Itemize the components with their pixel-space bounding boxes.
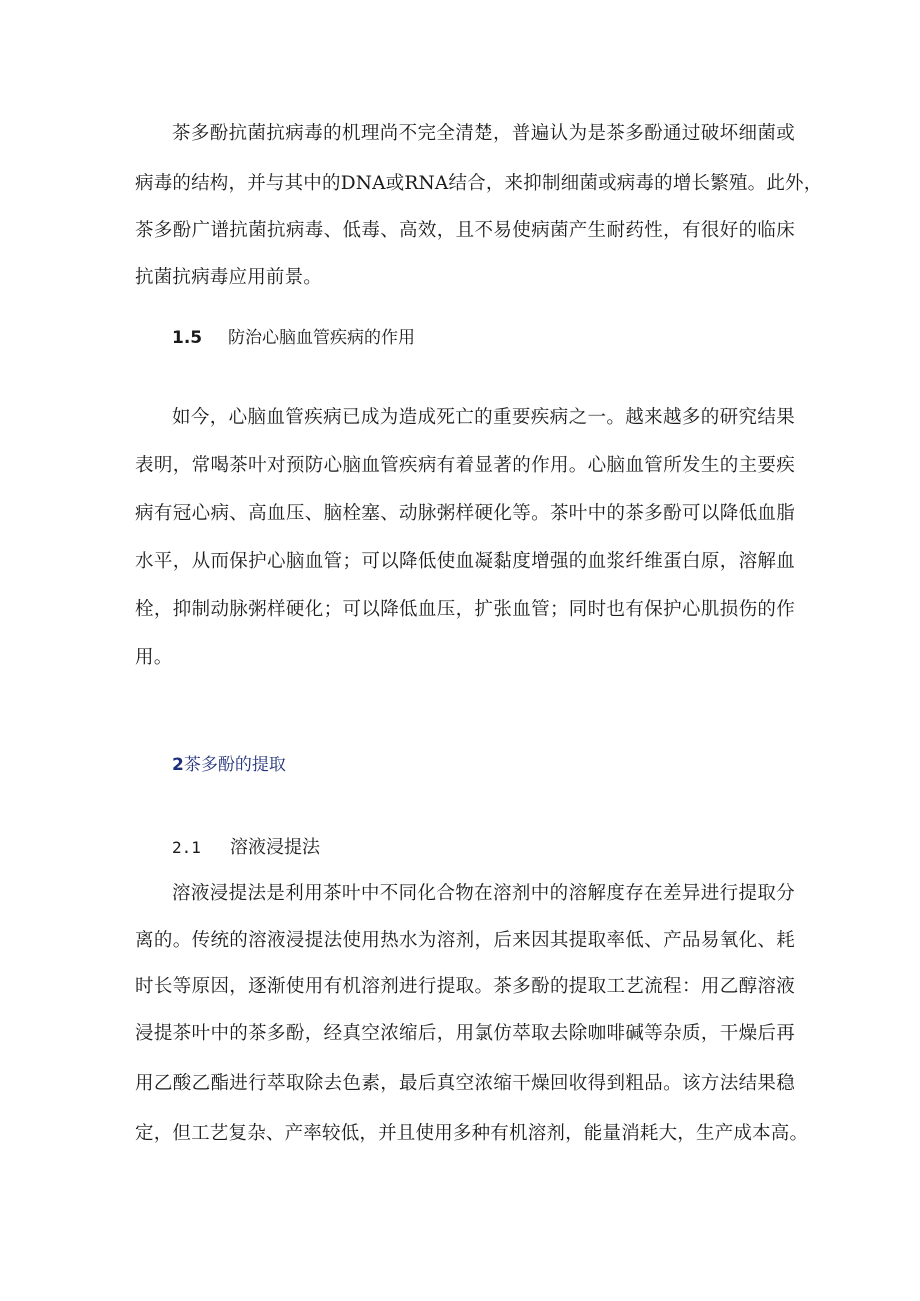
section-title: 溶液浸提法 [230, 837, 320, 858]
section-heading-1-5 [172, 327, 415, 349]
section-number: 1.5 [172, 328, 203, 348]
paragraph-line: 病毒的结构，并与其中的DNA或RNA结合，来抑制细菌或病毒的增长繁殖。此外， [135, 173, 823, 194]
paragraph-line: 用乙酸乙酯进行萃取除去色素，最后真空浓缩干燥回收得到粗品。该方法结果稳 [135, 1073, 795, 1094]
paragraph-line: 表明，常喝茶叶对预防心脑血管疾病有着显著的作用。心脑血管所发生的主要疾 [135, 455, 795, 476]
section-title: 防治心脑血管疾病的作用 [228, 328, 415, 348]
paragraph-line: 茶多酚抗菌抗病毒的机理尚不完全清楚，普遍认为是茶多酚通过破坏细菌或 [172, 123, 795, 144]
paragraph-line: 离的。传统的溶液浸提法使用热水为溶剂，后来因其提取率低、产品易氧化、耗 [135, 930, 795, 951]
paragraph-line: 病有冠心病、高血压、脑栓塞、动脉粥样硬化等。茶叶中的茶多酚可以降低血脂 [135, 503, 795, 524]
paragraph-line: 抗菌抗病毒应用前景。 [135, 267, 323, 288]
paragraph-line: 浸提茶叶中的茶多酚，经真空浓缩后，用氯仿萃取去除咖啡碱等杂质，干燥后再 [135, 1023, 795, 1044]
section-number: 2.1 [172, 838, 201, 857]
paragraph-line: 水平，从而保护心脑血管；可以降低使血凝黏度增强的血浆纤维蛋白原，溶解血 [135, 551, 795, 572]
paragraph-line: 定，但工艺复杂、产率较低，并且使用多种有机溶剂，能量消耗大，生产成本高。 [135, 1123, 809, 1144]
section-heading-2-1 [172, 836, 320, 860]
paragraph-line: 茶多酚广谱抗菌抗病毒、低毒、高效，且不易使病菌产生耐药性，有很好的临床 [135, 220, 795, 241]
section-heading-2 [172, 754, 286, 776]
paragraph-line: 溶液浸提法是利用茶叶中不同化合物在溶剂中的溶解度存在差异进行提取分 [172, 883, 795, 904]
paragraph-line: 用。 [135, 647, 173, 668]
paragraph-line: 栓，抑制动脉粥样硬化；可以降低血压，扩张血管；同时也有保护心肌损伤的作 [135, 599, 795, 620]
paragraph-line: 时长等原因，逐渐使用有机溶剂进行提取。茶多酚的提取工艺流程：用乙醇溶液 [135, 976, 795, 997]
section-title: 茶多酚的提取 [183, 755, 286, 775]
section-number: 2 [172, 755, 184, 775]
paragraph-line: 如今，心脑血管疾病已成为造成死亡的重要疾病之一。越来越多的研究结果 [172, 407, 795, 428]
